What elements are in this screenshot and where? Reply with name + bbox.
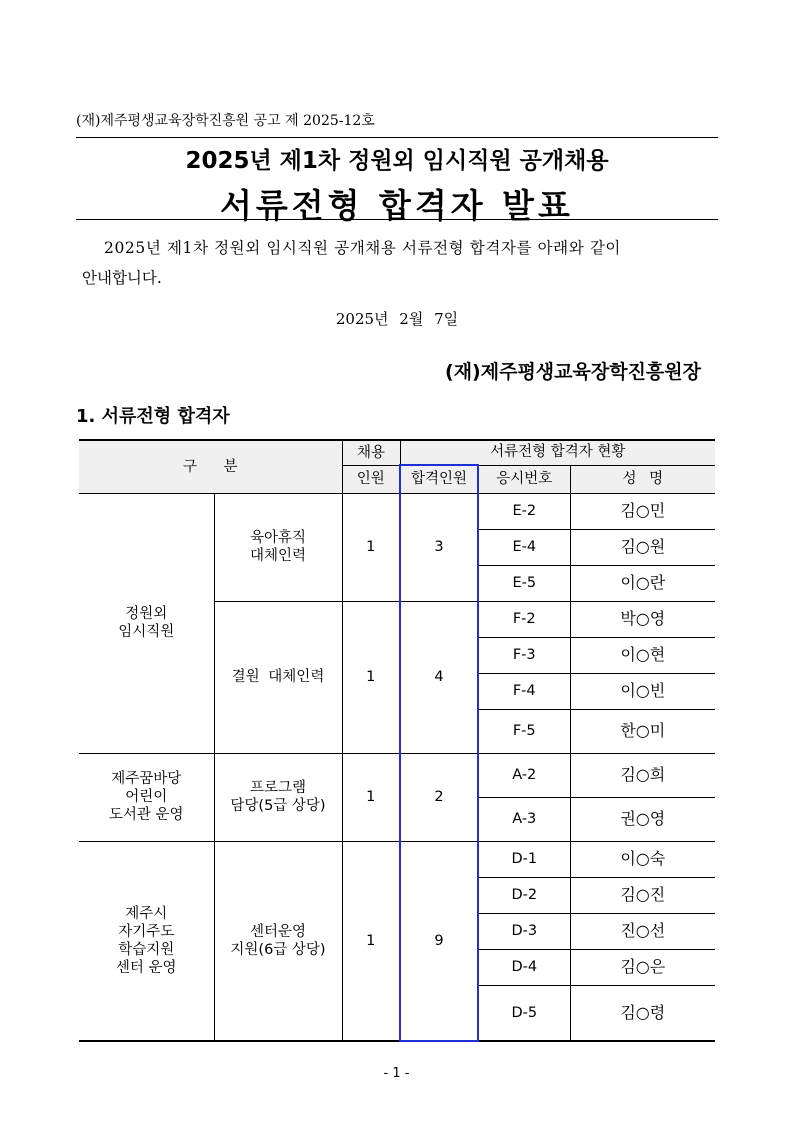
group-learning-center: 제주시 자기주도 학습지원 센터 운영	[79, 841, 214, 1041]
intro-paragraph	[76, 233, 708, 293]
sub-program-manager: 프로그램 담당(5급 상당)	[214, 753, 342, 841]
exam-number-cell: F-2	[478, 601, 570, 637]
header-status: 서류전형 합격자 현황	[400, 440, 715, 465]
passed-count-cell: 9	[400, 841, 478, 1041]
name-cell: 김○은	[570, 949, 715, 985]
exam-number-cell: F-4	[478, 673, 570, 709]
top-divider	[76, 137, 718, 138]
hire-count-cell: 1	[342, 493, 400, 601]
exam-number-cell: A-2	[478, 753, 570, 797]
hire-count-cell: 1	[342, 753, 400, 841]
header-passed-count: 합격인원	[400, 465, 478, 493]
exam-number-cell: D-1	[478, 841, 570, 877]
title-divider	[76, 219, 718, 220]
intro-line-2: 안내합니다.	[82, 269, 162, 287]
header-hire-count: 인원	[342, 465, 400, 493]
group-library: 제주꿈바당 어린이 도서관 운영	[79, 753, 214, 841]
name-cell: 김○령	[570, 985, 715, 1041]
sub-center-support: 센터운영 지원(6급 상당)	[214, 841, 342, 1041]
header-category: 구 분	[79, 440, 342, 493]
name-cell: 김○민	[570, 493, 715, 529]
exam-number-cell: A-3	[478, 797, 570, 841]
name-cell: 권○영	[570, 797, 715, 841]
intro-line-1: 2025년 제1차 정원외 임시직원 공개채용 서류전형 합격자를 아래와 같이	[104, 239, 621, 257]
name-cell: 박○영	[570, 601, 715, 637]
page-number: - 1 -	[383, 1066, 410, 1081]
header-hire: 채용	[342, 440, 400, 465]
section-title: 1. 서류전형 합격자	[76, 406, 230, 427]
name-cell: 김○희	[570, 753, 715, 797]
exam-number-cell: E-4	[478, 529, 570, 565]
exam-number-cell: D-3	[478, 913, 570, 949]
issuer-signature: (재)제주평생교육장학진흥원장	[445, 361, 701, 383]
name-cell: 한○미	[570, 709, 715, 753]
notice-number: (재)제주평생교육장학진흥원 공고 제 2025-12호	[76, 113, 375, 129]
name-cell: 김○원	[570, 529, 715, 565]
hire-count-cell: 1	[342, 841, 400, 1041]
name-cell: 이○란	[570, 565, 715, 601]
announcement-subtitle: 서류전형 합격자 발표	[220, 186, 574, 225]
exam-number-cell: F-5	[478, 709, 570, 753]
name-cell: 진○선	[570, 913, 715, 949]
name-cell: 이○숙	[570, 841, 715, 877]
exam-number-cell: E-2	[478, 493, 570, 529]
exam-number-cell: D-4	[478, 949, 570, 985]
exam-number-cell: D-5	[478, 985, 570, 1041]
exam-number-cell: F-3	[478, 637, 570, 673]
exam-number-cell: D-2	[478, 877, 570, 913]
name-cell: 김○진	[570, 877, 715, 913]
sub-parental-leave: 육아휴직 대체인력	[214, 493, 342, 601]
sub-vacancy-replacement: 결원 대체인력	[214, 601, 342, 753]
passed-count-cell: 2	[400, 753, 478, 841]
announcement-date: 2025년 2월 7일	[335, 310, 459, 328]
announcement-title: 2025년 제1차 정원외 임시직원 공개채용	[185, 148, 609, 174]
results-table	[79, 439, 715, 1042]
group-regular-temp: 정원외 임시직원	[79, 493, 214, 753]
header-name: 성 명	[570, 465, 715, 493]
name-cell: 이○현	[570, 637, 715, 673]
header-exam-number: 응시번호	[478, 465, 570, 493]
passed-count-cell: 3	[400, 493, 478, 601]
hire-count-cell: 1	[342, 601, 400, 753]
passed-count-cell: 4	[400, 601, 478, 753]
name-cell: 이○빈	[570, 673, 715, 709]
exam-number-cell: E-5	[478, 565, 570, 601]
